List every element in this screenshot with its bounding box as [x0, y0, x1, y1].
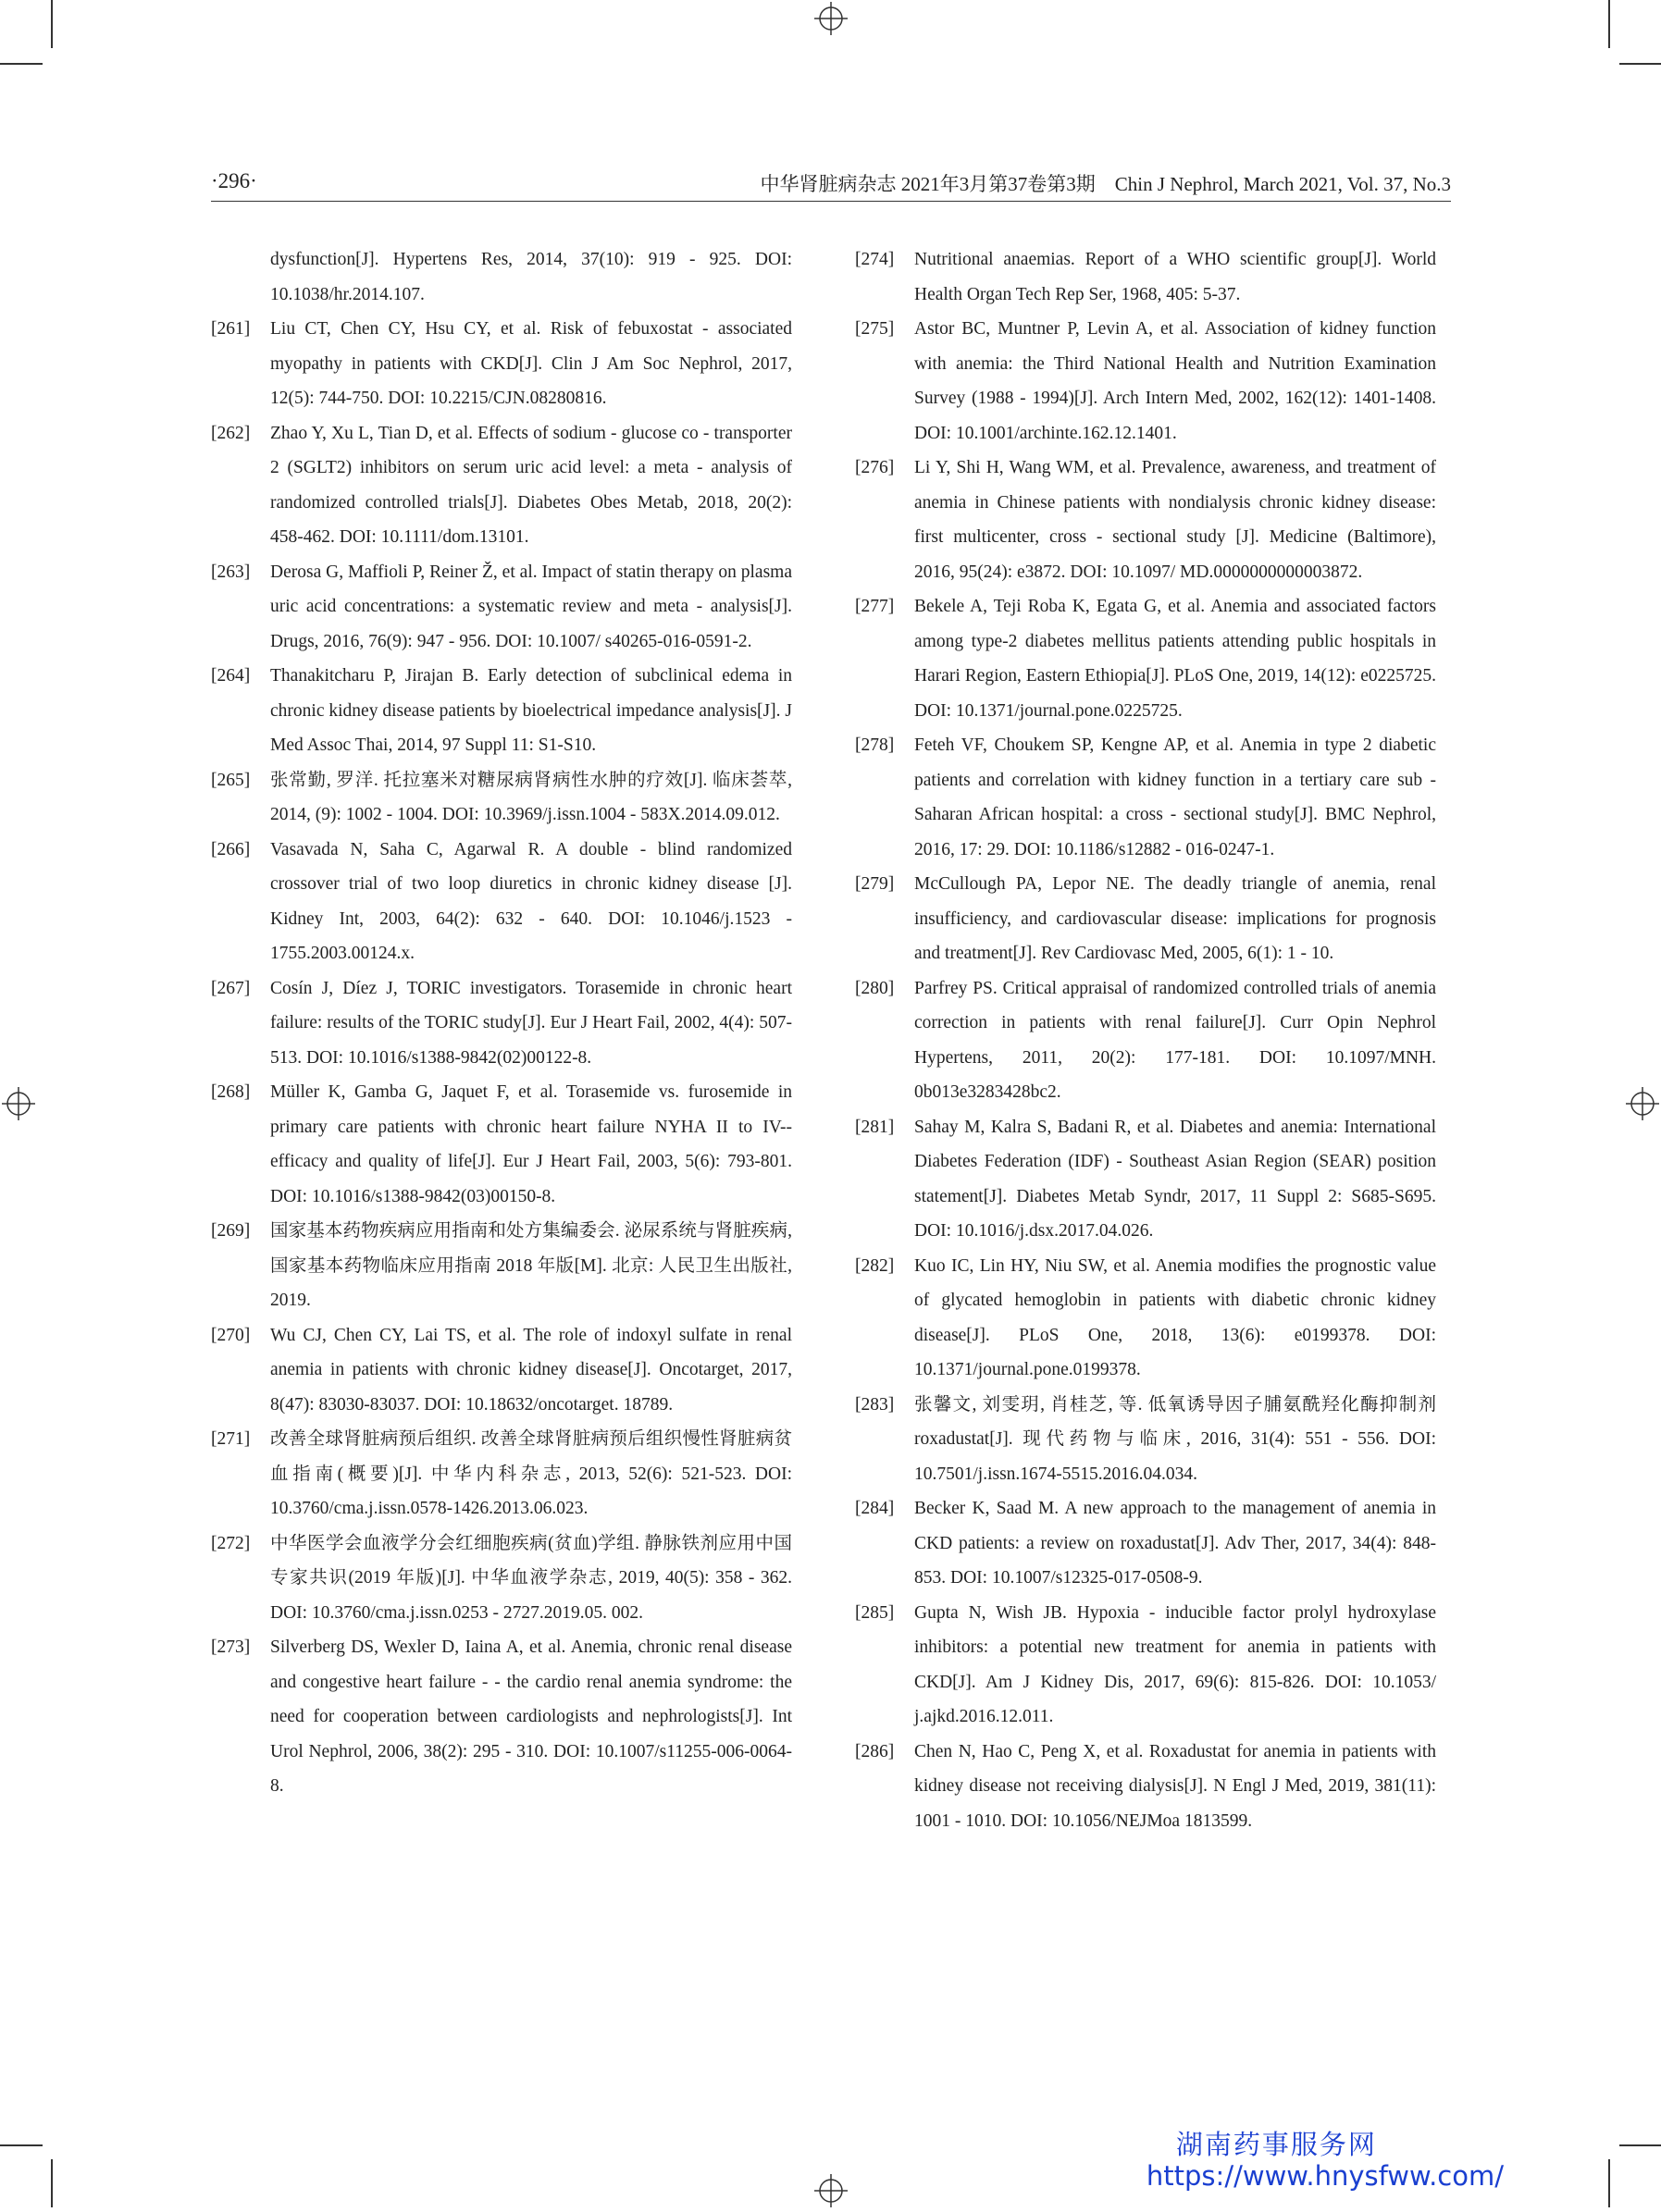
reference-entry: [855, 589, 1436, 728]
reference-entry: [211, 416, 792, 555]
reference-text: 改善全球肾脏病预后组织. 改善全球肾脏病预后组织慢性肾脏病贫血指南(概要)[J]. 中华内科杂志, 2013, 52(6): 521-523. DOI: 10.3760/cma.j.issn.0578-1426.2013.06.023.: [270, 1429, 792, 1518]
reference-number: [266]: [211, 839, 251, 859]
crop-mark: [51, 2159, 53, 2207]
reference-entry: [855, 1249, 1436, 1388]
reference-text: Derosa G, Maffioli P, Reiner Ž, et al. Impact of statin therapy on plasma uric acid concentrations: a systematic review and meta - analysis[J]. Drugs, 2016, 76(9): 947 - 956. DOI: 10.1007/ s40265-016-0591-2.: [270, 562, 792, 651]
registration-mark-icon: [814, 2174, 848, 2207]
reference-text: Sahay M, Kalra S, Badani R, et al. Diabetes and anemia: International Diabetes Federation (IDF) - Southeast Asian Region (SEAR) position statement[J]. Diabetes Metab Syndr, 2017, 11 Suppl 2: S685-S695. DOI: 10.1016/j.dsx.2017.04.026.: [914, 1117, 1436, 1241]
page-number: ·296·: [211, 169, 257, 192]
reference-text: McCullough PA, Lepor NE. The deadly triangle of anemia, renal insufficiency, and cardiovascular disease: implications for prognosis and treatment[J]. Rev Cardiovasc Med, 2005, 6(1): 1 - 10.: [914, 874, 1436, 963]
reference-entry: [211, 312, 792, 416]
reference-column-left: [211, 242, 792, 1804]
reference-number: [274]: [855, 250, 895, 269]
crop-mark: [1619, 63, 1661, 65]
reference-number: [283]: [855, 1394, 895, 1415]
reference-entry: [211, 833, 792, 971]
reference-entry: [855, 242, 1436, 312]
reference-number: [273]: [211, 1637, 251, 1657]
crop-mark: [1619, 2144, 1661, 2146]
crop-mark: [1608, 0, 1610, 48]
reference-entry: [211, 971, 792, 1076]
reference-text: Bekele A, Teji Roba K, Egata G, et al. Anemia and associated factors among type-2 diabetes mellitus patients attending public hospitals in Harari Region, Eastern Ethiopia[J]. PLoS One, 2019, 14(12): e0225725. DOI: 10.1371/journal.pone.0225725.: [914, 597, 1436, 721]
crop-mark: [0, 2144, 43, 2146]
crop-mark: [1608, 2159, 1610, 2207]
reference-entry: [211, 659, 792, 763]
reference-text: Astor BC, Muntner P, Levin A, et al. Association of kidney function with anemia: the Third National Health and Nutrition Examination Survey (1988 - 1994)[J]. Arch Intern Med, 2002, 162(12): 1401-1408. DOI: 10.1001/archinte.162.12.1401.: [914, 319, 1436, 443]
reference-text: Parfrey PS. Critical appraisal of randomized controlled trials of anemia correction in patients with renal failure[J]. Curr Opin Nephrol Hypertens, 2011, 20(2): 177-181. DOI: 10.1097/MNH. 0b013e3283428bc2.: [914, 978, 1436, 1102]
reference-number: [275]: [855, 319, 895, 339]
reference-number: [286]: [855, 1741, 895, 1761]
reference-entry: [855, 971, 1436, 1110]
reference-entry: [211, 1526, 792, 1631]
reference-number: [271]: [211, 1429, 251, 1449]
reference-entry: [855, 867, 1436, 971]
reference-text: Li Y, Shi H, Wang WM, et al. Prevalence, awareness, and treatment of anemia in Chinese patients with nondialysis chronic kidney disease: first multicenter, cross - sectional study [J]. Medicine (Baltimore), 2016, 95(24): e3872. DOI: 10.1097/ MD.0000000000003872.: [914, 458, 1436, 582]
reference-text: Chen N, Hao C, Peng X, et al. Roxadustat for anemia in patients with kidney disease not receiving dialysis[J]. N Engl J Med, 2019, 381(11): 1001 - 1010. DOI: 10.1056/NEJMoa 1813599.: [914, 1741, 1436, 1831]
reference-number: [267]: [211, 978, 251, 998]
reference-number: [270]: [211, 1325, 251, 1345]
watermark-url[interactable]: https://www.hnysfww.com/: [1146, 2160, 1504, 2192]
reference-text: Liu CT, Chen CY, Hsu CY, et al. Risk of febuxostat - associated myopathy in patients with CKD[J]. Clin J Am Soc Nephrol, 2017, 12(5): 744-750. DOI: 10.2215/CJN.08280816.: [270, 319, 792, 408]
reference-number: [277]: [855, 597, 895, 616]
crop-mark: [0, 63, 43, 65]
reference-text: dysfunction[J]. Hypertens Res, 2014, 37(10): 919 - 925. DOI: 10.1038/hr.2014.107.: [270, 250, 792, 304]
reference-text: Zhao Y, Xu L, Tian D, et al. Effects of sodium - glucose co - transporter 2 (SGLT2) inhibitors on serum uric acid level: a meta - analysis of randomized controlled trials[J]. Diabetes Obes Metab, 2018, 20(2): 458-462. DOI: 10.1111/dom.13101.: [270, 423, 792, 547]
reference-number: [284]: [855, 1499, 895, 1518]
registration-mark-icon: [2, 1087, 35, 1120]
reference-entry: [211, 555, 792, 660]
reference-entry: [211, 1214, 792, 1318]
reference-entry: [211, 242, 792, 312]
reference-entry: [855, 1110, 1436, 1249]
reference-text: Silverberg DS, Wexler D, Iaina A, et al. Anemia, chronic renal disease and congestive heart failure - - the cardio renal anemia syndrome: the need for cooperation between cardiologists and nephrologists[J]. Int Urol Nephrol, 2006, 38(2): 295 - 310. DOI: 10.1007/s11255-006-0064-8.: [270, 1637, 792, 1796]
reference-entry: [211, 1318, 792, 1423]
reference-column-right: [855, 242, 1436, 1838]
reference-entry: [211, 1422, 792, 1526]
reference-number: [279]: [855, 874, 895, 894]
reference-text: Gupta N, Wish JB. Hypoxia - inducible factor prolyl hydroxylase inhibitors: a potential new treatment for anemia in patients with CKD[J]. Am J Kidney Dis, 2017, 69(6): 815-826. DOI: 10.1053/ j.ajkd.2016.12.011.: [914, 1602, 1436, 1726]
reference-text: Vasavada N, Saha C, Agarwal R. A double - blind randomized crossover trial of two loop diuretics in chronic kidney disease [J]. Kidney Int, 2003, 64(2): 632 - 640. DOI: 10.1046/j.1523 - 1755.2003.00124.x.: [270, 839, 792, 963]
reference-number: [261]: [211, 319, 251, 339]
reference-entry: [855, 1596, 1436, 1735]
reference-entry: [855, 1388, 1436, 1492]
reference-number: [276]: [855, 458, 895, 477]
reference-text: Wu CJ, Chen CY, Lai TS, et al. The role of indoxyl sulfate in renal anemia in patients with chronic kidney disease[J]. Oncotarget, 2017, 8(47): 83030-83037. DOI: 10.18632/oncotarget. 18789.: [270, 1325, 792, 1415]
reference-text: 国家基本药物疾病应用指南和处方集编委会. 泌尿系统与肾脏疾病, 国家基本药物临床应用指南 2018 年版[M]. 北京: 人民卫生出版社, 2019.: [270, 1221, 792, 1310]
reference-entry: [855, 1491, 1436, 1596]
reference-entry: [855, 1735, 1436, 1839]
reference-number: [264]: [211, 666, 251, 686]
reference-number: [263]: [211, 562, 251, 582]
reference-text: Nutritional anaemias. Report of a WHO scientific group[J]. World Health Organ Tech Rep Ser, 1968, 405: 5-37.: [914, 250, 1436, 304]
reference-entry: [211, 1075, 792, 1214]
running-head: 中华肾脏病杂志 2021年3月第37卷第3期 Chin J Nephrol, March 2021, Vol. 37, No.3: [760, 173, 1451, 195]
reference-text: 张常勤, 罗洋. 托拉塞米对糖尿病肾病性水肿的疗效[J]. 临床荟萃, 2014, (9): 1002 - 1004. DOI: 10.3969/j.issn.1004 - 583X.2014.09.012.: [270, 770, 792, 824]
watermark-name: 湖南药事服务网: [1175, 2129, 1377, 2160]
registration-mark-icon: [1626, 1087, 1659, 1120]
reference-text: 中华医学会血液学分会红细胞疾病(贫血)学组. 静脉铁剂应用中国专家共识(2019 年版)[J]. 中华血液学杂志, 2019, 40(5): 358 - 362. DOI: 10.3760/cma.j.issn.0253 - 2727.2019.05. 002.: [270, 1533, 792, 1623]
reference-number: [265]: [211, 770, 251, 790]
reference-entry: [855, 728, 1436, 867]
reference-number: [262]: [211, 423, 251, 443]
reference-text: Müller K, Gamba G, Jaquet F, et al. Torasemide vs. furosemide in primary care patients with chronic heart failure NYHA II to IV--efficacy and quality of life[J]. Eur J Heart Fail, 2003, 5(6): 793-801. DOI: 10.1016/s1388-9842(03)00150-8.: [270, 1082, 792, 1206]
reference-entry: [211, 763, 792, 833]
reference-number: [272]: [211, 1533, 251, 1553]
reference-text: 张馨文, 刘雯玥, 肖桂芝, 等. 低氧诱导因子脯氨酰羟化酶抑制剂 roxadustat[J]. 现代药物与临床, 2016, 31(4): 551 - 556. DOI: 10.7501/j.issn.1674-5515.2016.04.034.: [914, 1394, 1436, 1484]
reference-entry: [855, 312, 1436, 451]
reference-text: Feteh VF, Choukem SP, Kengne AP, et al. Anemia in type 2 diabetic patients and correlation with kidney function in a tertiary care sub - Saharan African hospital: a cross - sectional study[J]. BMC Nephrol, 2016, 17: 29. DOI: 10.1186/s12882 - 016-0247-1.: [914, 735, 1436, 859]
reference-number: [280]: [855, 978, 895, 998]
reference-number: [278]: [855, 735, 895, 755]
reference-number: [285]: [855, 1602, 895, 1623]
reference-number: [282]: [855, 1255, 895, 1276]
reference-text: Kuo IC, Lin HY, Niu SW, et al. Anemia modifies the prognostic value of glycated hemoglobin in patients with diabetic chronic kidney disease[J]. PLoS One, 2018, 13(6): e0199378. DOI: 10.1371/journal.pone.0199378.: [914, 1255, 1436, 1379]
page-header: [211, 169, 1451, 202]
reference-entry: [855, 451, 1436, 589]
registration-mark-icon: [814, 2, 848, 35]
reference-number: [268]: [211, 1082, 251, 1102]
watermark: [1147, 2129, 1504, 2192]
reference-number: [269]: [211, 1221, 251, 1241]
reference-text: Becker K, Saad M. A new approach to the management of anemia in CKD patients: a review on roxadustat[J]. Adv Ther, 2017, 34(4): 848-853. DOI: 10.1007/s12325-017-0508-9.: [914, 1499, 1436, 1588]
reference-number: [281]: [855, 1117, 895, 1137]
reference-text: Thanakitcharu P, Jirajan B. Early detection of subclinical edema in chronic kidney disease patients by bioelectrical impedance analysis[J]. J Med Assoc Thai, 2014, 97 Suppl 11: S1-S10.: [270, 666, 792, 755]
reference-text: Cosín J, Díez J, TORIC investigators. Torasemide in chronic heart failure: results of the TORIC study[J]. Eur J Heart Fail, 2002, 4(4): 507-513. DOI: 10.1016/s1388-9842(02)00122-8.: [270, 978, 792, 1068]
crop-mark: [51, 0, 53, 48]
reference-entry: [211, 1630, 792, 1804]
